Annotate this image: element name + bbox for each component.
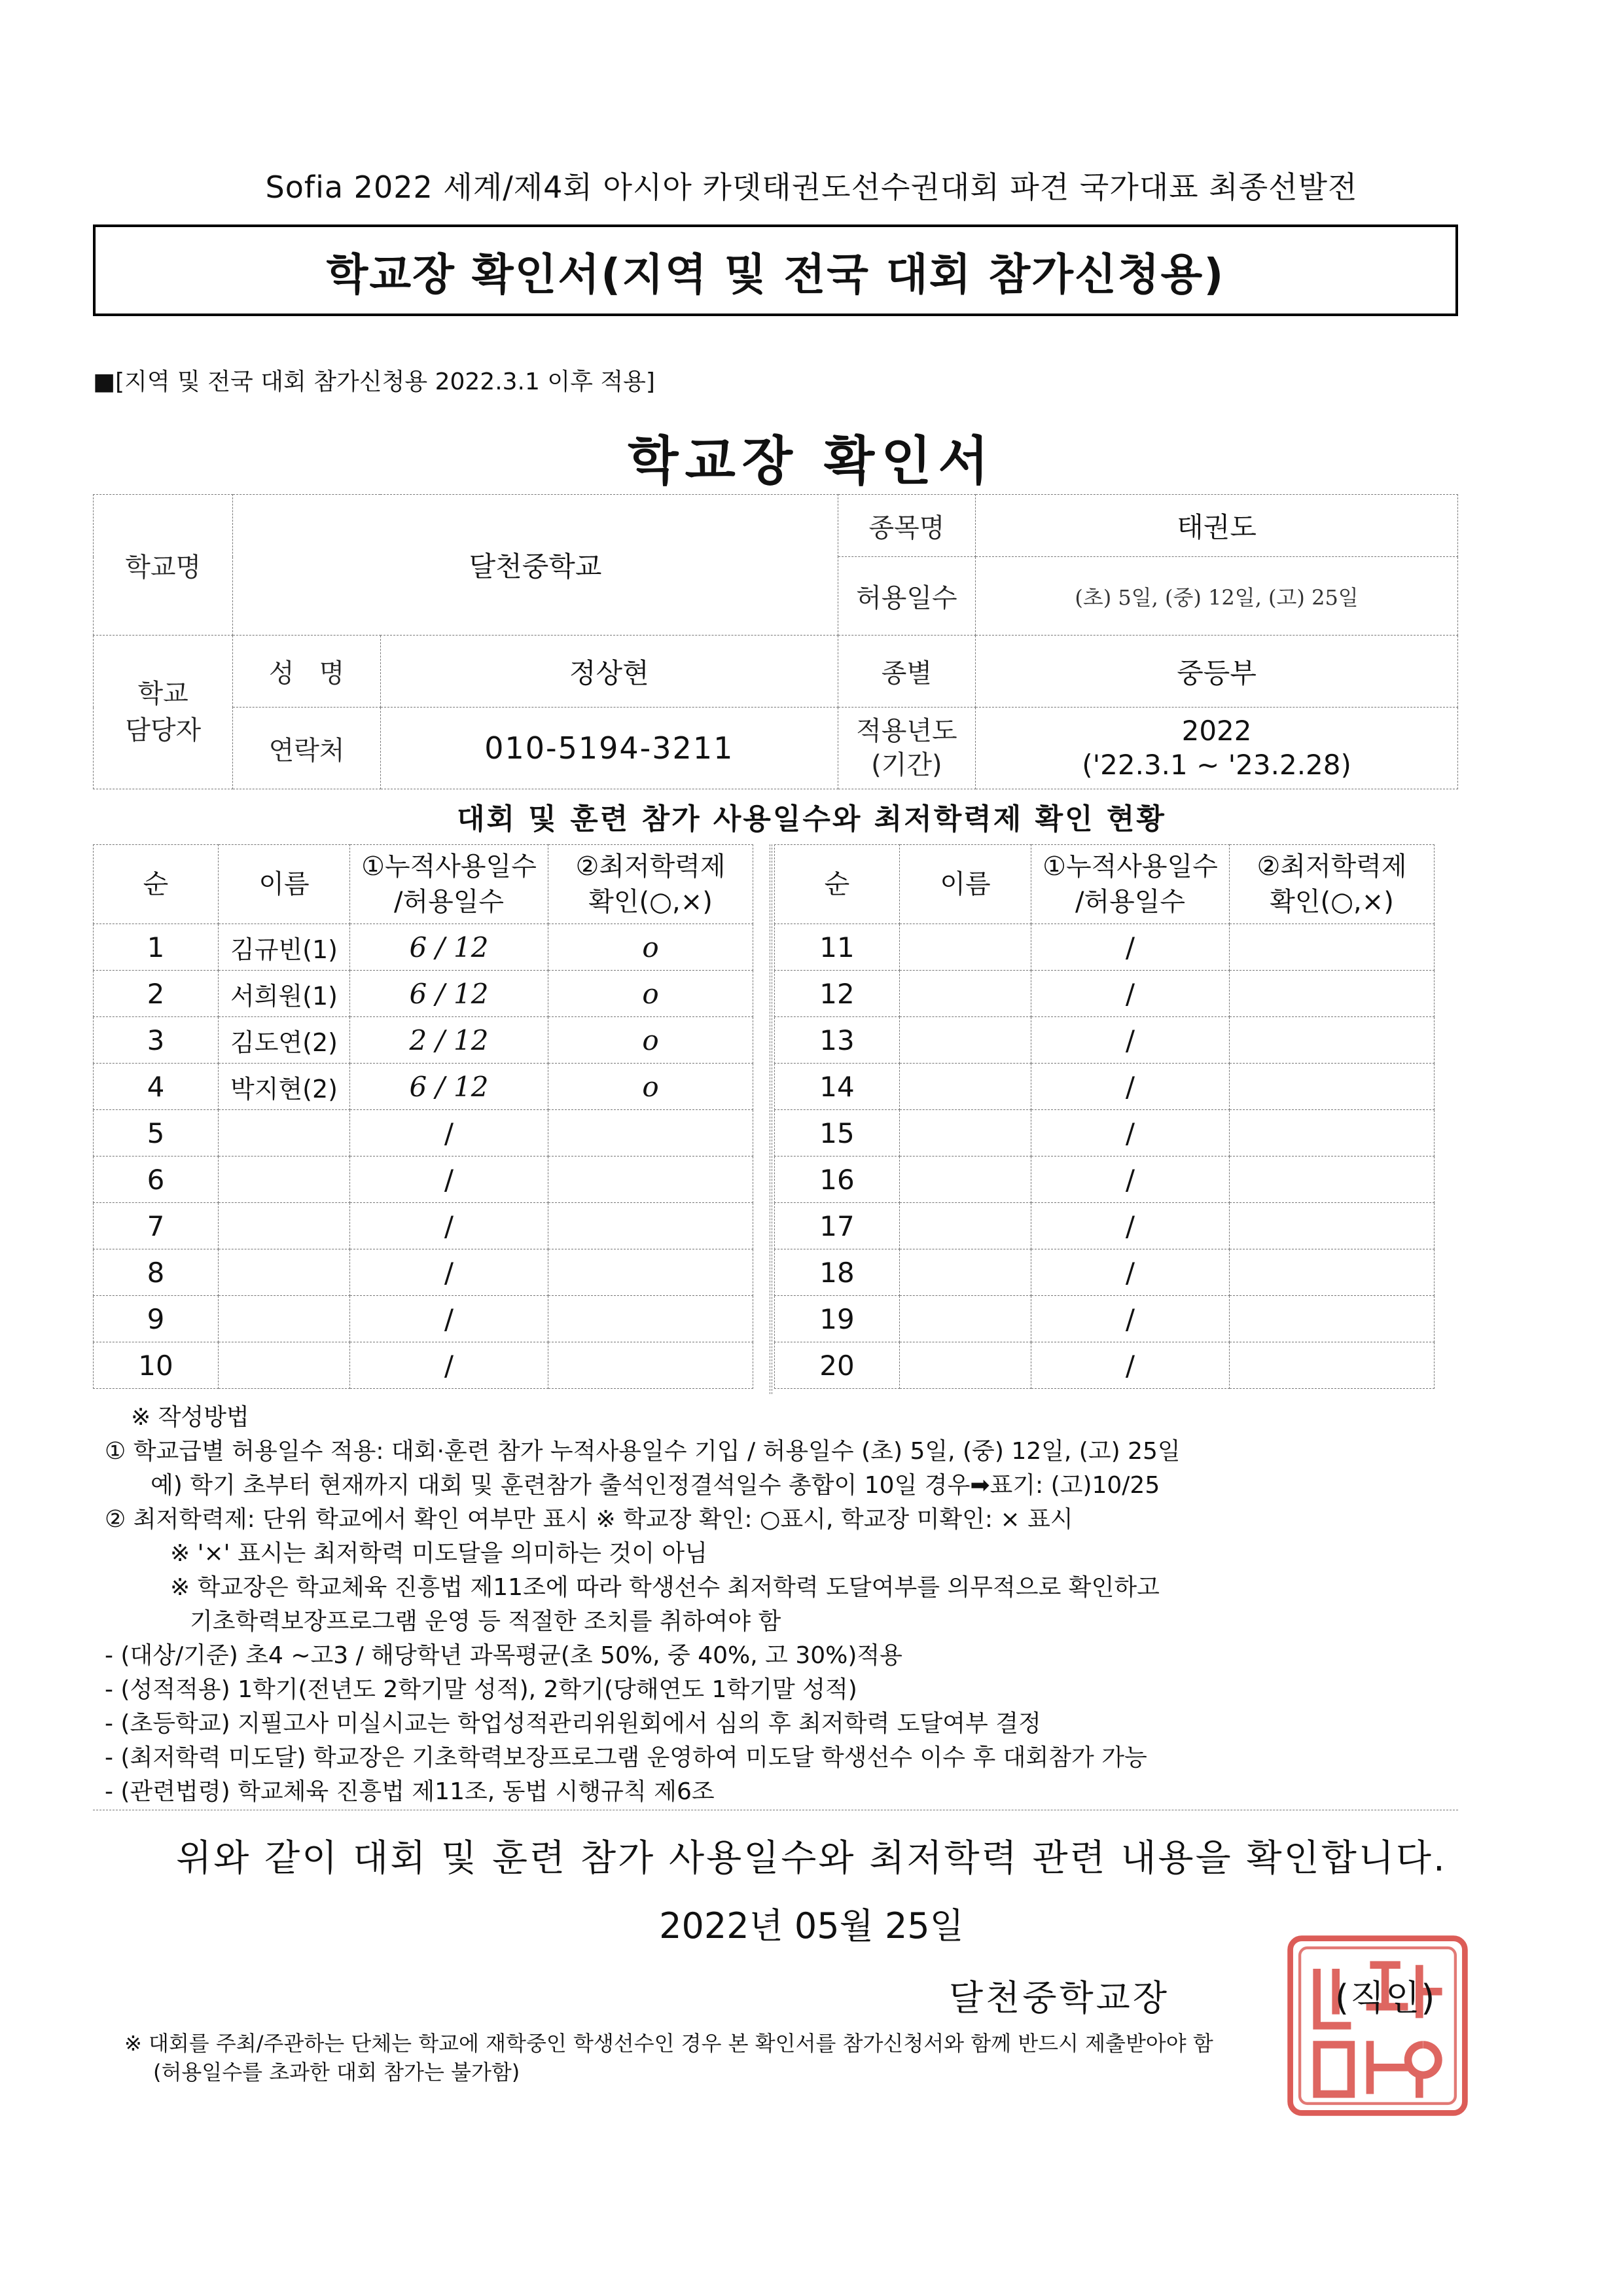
table-row xyxy=(775,1203,1435,1249)
school-label: 학교명 xyxy=(94,495,233,636)
row-name xyxy=(219,1342,350,1389)
row-ratio: / xyxy=(1031,1110,1230,1157)
col-header-conf: ②최저학력제 확인(○,×) xyxy=(548,845,753,924)
col-header-conf: ②최저학력제 확인(○,×) xyxy=(1230,845,1435,924)
row-ratio: / xyxy=(350,1342,548,1389)
table-row xyxy=(94,1157,753,1203)
row-ratio: / xyxy=(1031,924,1230,971)
row-name xyxy=(219,1157,350,1203)
name-label: 성 명 xyxy=(233,636,381,708)
table-row xyxy=(94,924,753,971)
row-no: 13 xyxy=(775,1017,900,1064)
grid-divider xyxy=(770,844,772,1394)
row-ratio: / xyxy=(1031,1157,1230,1203)
col-header-name: 이름 xyxy=(900,845,1031,924)
row-no: 4 xyxy=(94,1064,219,1110)
table-row xyxy=(775,1342,1435,1389)
division-label: 종별 xyxy=(838,636,975,708)
row-name: 김도연(2) xyxy=(219,1017,350,1064)
principal-name: 달천중학교장 xyxy=(949,1977,1169,2018)
row-name xyxy=(900,1110,1031,1157)
row-ratio: 2 / 12 xyxy=(350,1017,548,1064)
row-name: 김규빈(1) xyxy=(219,924,350,971)
row-ratio: / xyxy=(350,1296,548,1342)
row-no: 2 xyxy=(94,971,219,1017)
row-conf xyxy=(548,1249,753,1296)
row-conf xyxy=(1230,1157,1435,1203)
row-conf xyxy=(548,1110,753,1157)
row-conf: o xyxy=(548,924,753,971)
row-ratio: / xyxy=(1031,1296,1230,1342)
table-row xyxy=(775,1017,1435,1064)
row-conf xyxy=(1230,971,1435,1017)
row-ratio: / xyxy=(1031,1064,1230,1110)
col-header-no: 순 xyxy=(94,845,219,924)
row-no: 20 xyxy=(775,1342,900,1389)
row-name xyxy=(900,1203,1031,1249)
allowed-days-label: 허용일수 xyxy=(838,557,975,636)
table-row xyxy=(775,1296,1435,1342)
row-no: 9 xyxy=(94,1296,219,1342)
table-row xyxy=(94,1296,753,1342)
sport-label: 종목명 xyxy=(838,495,975,557)
footer-note xyxy=(124,2029,1472,2087)
official-seal-stamp xyxy=(1283,1931,1472,2121)
col-header-ratio: ①누적사용일수 /허용일수 xyxy=(350,845,548,924)
row-no: 3 xyxy=(94,1017,219,1064)
instruction-bullet: - (대상/기준) 초4 ~고3 / 해당학년 과목평균(초 50%, 중 40%, 고 30%)적용 xyxy=(105,1642,902,1669)
row-no: 11 xyxy=(775,924,900,971)
instruction-bullet: - (관련법령) 학교체육 진흥법 제11조, 동법 시행규칙 제6조 xyxy=(105,1778,715,1805)
table-row xyxy=(94,1064,753,1110)
row-ratio: / xyxy=(350,1203,548,1249)
row-name xyxy=(900,1296,1031,1342)
row-name xyxy=(219,1203,350,1249)
row-name: 박지현(2) xyxy=(219,1064,350,1110)
row-conf: o xyxy=(548,1064,753,1110)
document-title: 학교장 확인서 xyxy=(628,431,995,492)
row-no: 15 xyxy=(775,1110,900,1157)
row-ratio: 6 / 12 xyxy=(350,924,548,971)
instructions-heading: ※ 작성방법 xyxy=(131,1404,249,1431)
row-name xyxy=(900,1249,1031,1296)
school-info-table xyxy=(93,494,1458,789)
instruction-bullet: - (최저학력 미도달) 학교장은 기초학력보장프로그램 운영하여 미도달 학생선수 이수 후 대회참가 가능 xyxy=(105,1744,1147,1771)
row-ratio: / xyxy=(1031,1017,1230,1064)
row-ratio: / xyxy=(350,1110,548,1157)
table-row xyxy=(94,1110,753,1157)
row-conf xyxy=(1230,1249,1435,1296)
row-no: 10 xyxy=(94,1342,219,1389)
row-ratio: / xyxy=(350,1157,548,1203)
issue-date: 2022년 05월 25일 xyxy=(659,1905,964,1946)
row-name xyxy=(900,1342,1031,1389)
row-name xyxy=(900,924,1031,971)
instructions xyxy=(105,1401,1466,1809)
table-row xyxy=(775,1110,1435,1157)
table-row xyxy=(94,1249,753,1296)
row-name xyxy=(219,1249,350,1296)
col-header-name: 이름 xyxy=(219,845,350,924)
footer-line-2: (허용일수를 초과한 대회 참가는 불가함) xyxy=(153,2060,520,2085)
row-no: 6 xyxy=(94,1157,219,1203)
instruction-note-2b: 기초학력보장프로그램 운영 등 적절한 조치를 취하여야 함 xyxy=(190,1608,781,1635)
table-row xyxy=(775,1157,1435,1203)
row-name: 서희원(1) xyxy=(219,971,350,1017)
row-name xyxy=(900,971,1031,1017)
row-conf xyxy=(548,1342,753,1389)
year-cell xyxy=(976,708,1458,789)
apply-note: ■[지역 및 전국 대회 참가신청용 2022.3.1 이후 적용] xyxy=(93,368,655,395)
event-title: Sofia 2022 세계/제4회 아시아 카뎃태권도선수권대회 파견 국가대표 최종선발전 xyxy=(265,170,1358,205)
row-name xyxy=(900,1017,1031,1064)
col-header-ratio: ①누적사용일수 /허용일수 xyxy=(1031,845,1230,924)
instruction-note-2: ※ 학교장은 학교체육 진흥법 제11조에 따라 학생선수 최저학력 도달여부를 의무적으로 확인하고 xyxy=(170,1574,1160,1601)
row-name xyxy=(900,1064,1031,1110)
row-ratio: / xyxy=(1031,1342,1230,1389)
table-row xyxy=(94,1203,753,1249)
instruction-item-2: ② 최저학력제: 단위 학교에서 확인 여부만 표시 ※ 학교장 확인: ○표시, 학교장 미확인: × 표시 xyxy=(105,1506,1073,1533)
footer-line-1: ※ 대회를 주최/주관하는 단체는 학교에 재학중인 학생선수인 경우 본 확인서를 참가신청서와 함께 반드시 제출받아야 함 xyxy=(124,2031,1213,2056)
table-row xyxy=(775,924,1435,971)
row-conf xyxy=(1230,1110,1435,1157)
row-no: 12 xyxy=(775,971,900,1017)
instruction-note-1: ※ '×' 표시는 최저학력 미도달을 의미하는 것이 아님 xyxy=(170,1540,707,1567)
row-conf xyxy=(1230,1342,1435,1389)
row-ratio: / xyxy=(1031,1203,1230,1249)
table-row xyxy=(775,971,1435,1017)
row-no: 19 xyxy=(775,1296,900,1342)
table-row xyxy=(775,1064,1435,1110)
row-conf xyxy=(1230,1203,1435,1249)
row-ratio: / xyxy=(1031,1249,1230,1296)
col-header-no: 순 xyxy=(775,845,900,924)
year-label: 적용년도 (기간) xyxy=(838,708,975,789)
attendance-grid-left xyxy=(93,844,753,1389)
row-name xyxy=(219,1110,350,1157)
table-row xyxy=(94,1017,753,1064)
school-value: 달천중학교 xyxy=(233,495,838,636)
row-conf xyxy=(1230,1064,1435,1110)
table-row xyxy=(94,971,753,1017)
row-no: 14 xyxy=(775,1064,900,1110)
row-no: 17 xyxy=(775,1203,900,1249)
row-no: 16 xyxy=(775,1157,900,1203)
row-name xyxy=(900,1157,1031,1203)
sport-value: 태권도 xyxy=(976,495,1458,557)
row-no: 1 xyxy=(94,924,219,971)
row-conf: o xyxy=(548,1017,753,1064)
row-no: 18 xyxy=(775,1249,900,1296)
seal-mark: (직인) xyxy=(1335,1977,1436,2018)
period-value: ('22.3.1 ~ '23.2.28) xyxy=(1082,749,1351,781)
section-heading: 대회 및 훈련 참가 사용일수와 최저학력제 확인 현황 xyxy=(457,802,1166,836)
row-ratio: / xyxy=(350,1249,548,1296)
instruction-item-1: ① 학교급별 허용일수 적용: 대회·훈련 참가 누적사용일수 기입 / 허용일수 (초) 5일, (중) 12일, (고) 25일 xyxy=(105,1438,1181,1465)
phone-value: 010-5194-3211 xyxy=(380,708,838,789)
row-no: 7 xyxy=(94,1203,219,1249)
row-conf: o xyxy=(548,971,753,1017)
name-value: 정상현 xyxy=(380,636,838,708)
row-conf xyxy=(1230,1296,1435,1342)
instruction-bullet: - (성적적용) 1학기(전년도 2학기말 성적), 2학기(당해연도 1학기말 성적) xyxy=(105,1676,857,1703)
year-value: 2022 xyxy=(1181,715,1252,747)
instruction-item-1-example: 예) 학기 초부터 현재까지 대회 및 훈련참가 출석인정결석일수 총합이 10일 경우➡표기: (고)10/25 xyxy=(151,1472,1160,1499)
row-name xyxy=(219,1296,350,1342)
allowed-days-value: (초) 5일, (중) 12일, (고) 25일 xyxy=(976,557,1458,636)
phone-label: 연락처 xyxy=(233,708,381,789)
row-conf xyxy=(1230,1017,1435,1064)
row-conf xyxy=(548,1157,753,1203)
row-conf xyxy=(548,1203,753,1249)
row-no: 8 xyxy=(94,1249,219,1296)
row-conf xyxy=(1230,924,1435,971)
instruction-bullet: - (초등학교) 지필고사 미실시교는 학업성적관리위원회에서 심의 후 최저학력 도달여부 결정 xyxy=(105,1710,1041,1737)
row-conf xyxy=(548,1296,753,1342)
row-ratio: 6 / 12 xyxy=(350,1064,548,1110)
confirmation-statement: 위와 같이 대회 및 훈련 참가 사용일수와 최저학력 관련 내용을 확인합니다. xyxy=(176,1837,1447,1880)
contact-person-label: 학교 담당자 xyxy=(94,636,233,789)
boxed-title: 학교장 확인서(지역 및 전국 대회 참가신청용) xyxy=(93,224,1458,316)
row-no: 5 xyxy=(94,1110,219,1157)
attendance-grid-right xyxy=(774,844,1435,1389)
row-ratio: / xyxy=(1031,971,1230,1017)
division-value: 중등부 xyxy=(976,636,1458,708)
table-row xyxy=(775,1249,1435,1296)
table-row xyxy=(94,1342,753,1389)
row-ratio: 6 / 12 xyxy=(350,971,548,1017)
